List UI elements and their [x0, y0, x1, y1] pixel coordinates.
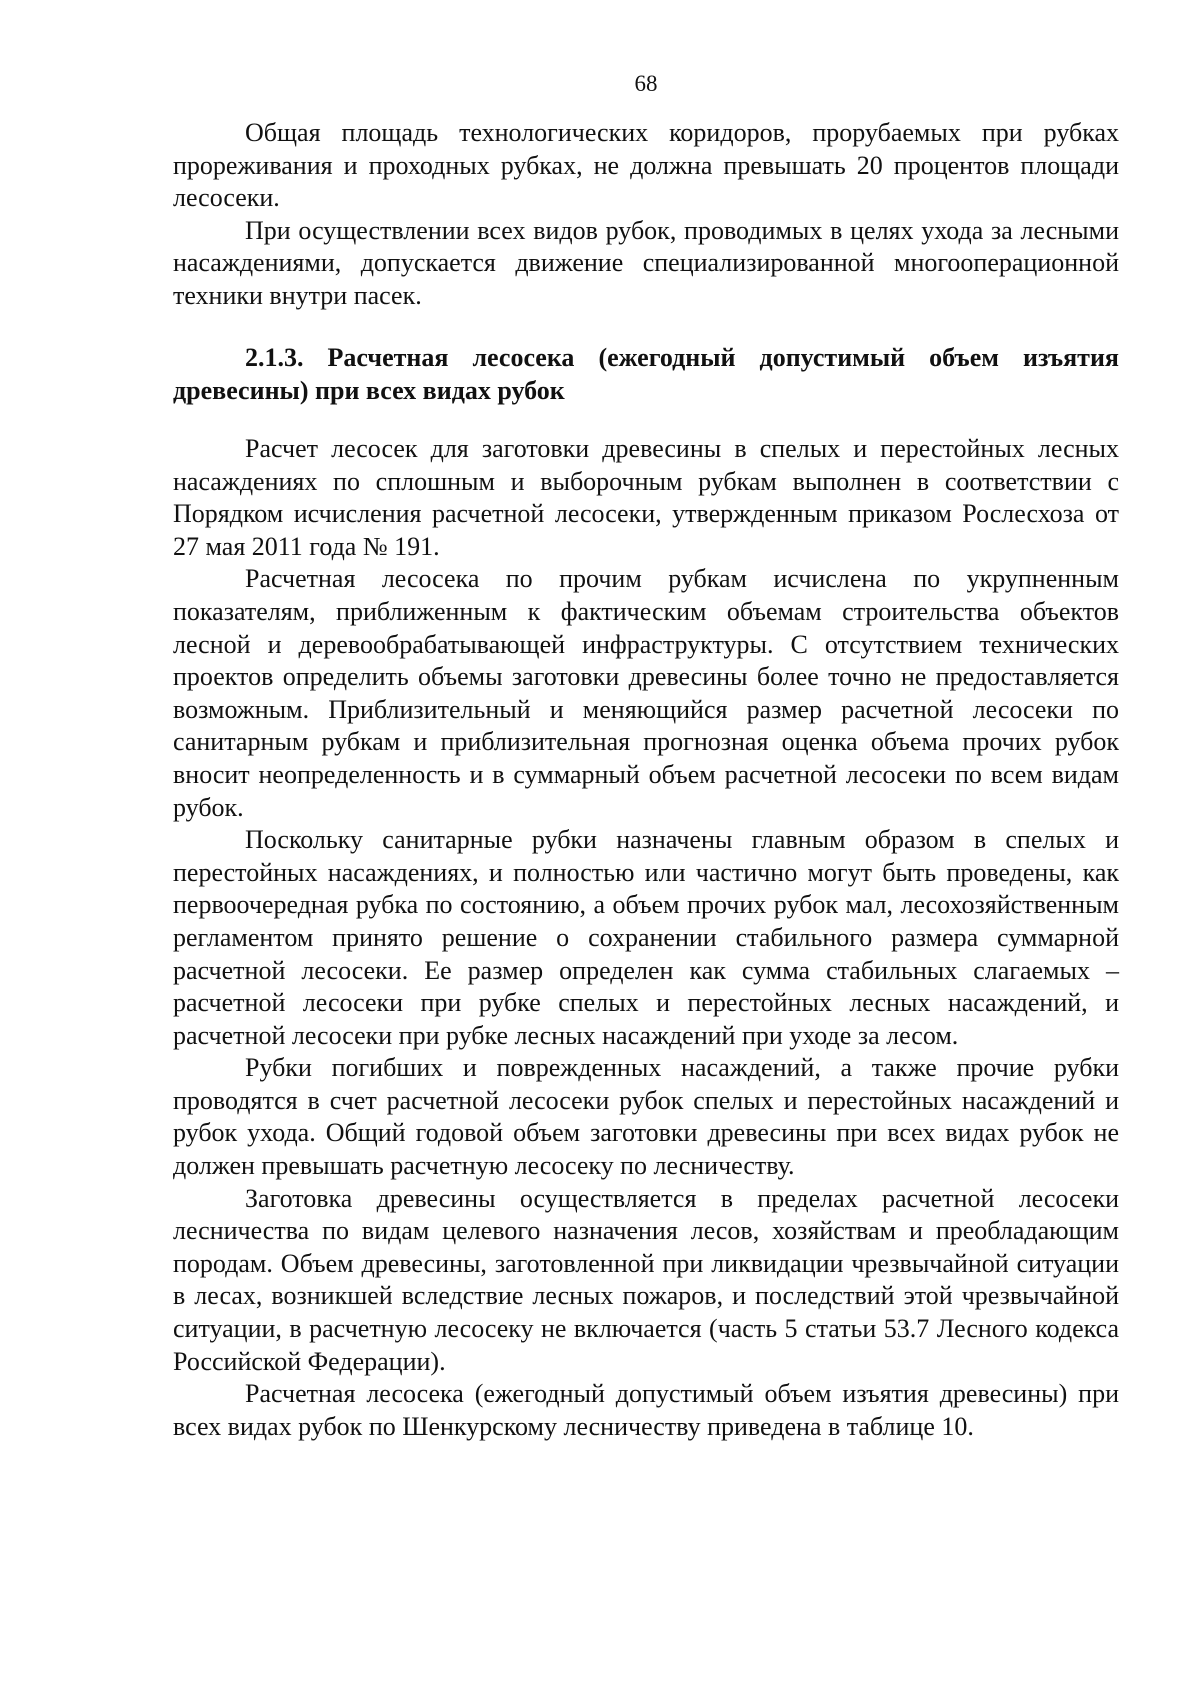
page-number: 68: [634, 71, 658, 96]
paragraph-machinery-movement: При осуществлении всех видов рубок, проводимых в целях ухода за лесными насаждениями, допускается движение специализированной многооперационной техники внутри пасек.: [173, 215, 1119, 310]
section-heading: 2.1.3. Расчетная лесосека (ежегодный допустимый объем изъятия древесины) при всех видах рубок: [173, 343, 1119, 405]
paragraph-technological-corridors: Общая площадь технологических коридоров, прорубаемых при рубках прореживания и проходных рубках, не должна превышать 20 процентов площади лесосеки.: [173, 118, 1119, 213]
section-heading-block: [173, 342, 1119, 407]
section-body: [173, 433, 1119, 1443]
paragraph-sanitary-fellings: Поскольку санитарные рубки назначены главным образом в спелых и перестойных насаждениях, и полностью или частично могут быть проведены, как первоочередная рубка по состоянию, а объем прочих рубок мал, лесохозяйственным регламентом принято решение о сохранении стабильного размера суммарной расчетной лесосеки. Ее размер определен как сумма стабильных слагаемых – расчетной лесосеки при рубке спелых и перестойных лесных насаждений, и расчетной лесосеки при рубке лесных насаждений при уходе за лесом.: [173, 825, 1119, 1050]
paragraph-calculation-basis: Расчет лесосек для заготовки древесины в спелых и перестойных лесных насаждениях по сплошным и выборочным рубкам выполнен в соответствии с Порядком исчисления расчетной лесосеки, утвержденным приказом Рослесхоза от 27 мая 2011 года № 191.: [173, 434, 1119, 561]
intro-text-block: [173, 117, 1119, 313]
paragraph-other-fellings: Расчетная лесосека по прочим рубкам исчислена по укрупненным показателям, приближенным к фактическим объемам строительства объектов лесной и деревообрабатывающей инфраструктуры. С отсутствием технических проектов определить объемы заготовки древесины более точно не предоставляется возможным. Приблизительный и меняющийся размер расчетной лесосеки по санитарным рубкам и приблизительная прогнозная оценка объема прочих рубок вносит неопределенность и в суммарный объем расчетной лесосеки по всем видам рубок.: [173, 564, 1119, 822]
paragraph-table-reference: Расчетная лесосека (ежегодный допустимый объем изъятия древесины) при всех видах рубок по Шенкурскому лесничеству приведена в таблице 10.: [173, 1379, 1119, 1441]
paragraph-harvesting-limits: Заготовка древесины осуществляется в пределах расчетной лесосеки лесничества по видам целевого назначения лесов, хозяйствам и преобладающим породам. Объем древесины, заготовленной при ликвидации чрезвычайной ситуации в лесах, возникшей вследствие лесных пожаров, и последствий этой чрезвычайной ситуации, в расчетную лесосеку не включается (часть 5 статьи 53.7 Лесного кодекса Российской Федерации).: [173, 1183, 1119, 1376]
paragraph-damaged-stands: Рубки погибших и поврежденных насаждений, а также прочие рубки проводятся в счет расчетной лесосеки рубок спелых и перестойных насаждений и рубок ухода. Общий годовой объем заготовки древесины при всех видах рубок не должен превышать расчетную лесосеку по лесничеству.: [173, 1053, 1119, 1181]
